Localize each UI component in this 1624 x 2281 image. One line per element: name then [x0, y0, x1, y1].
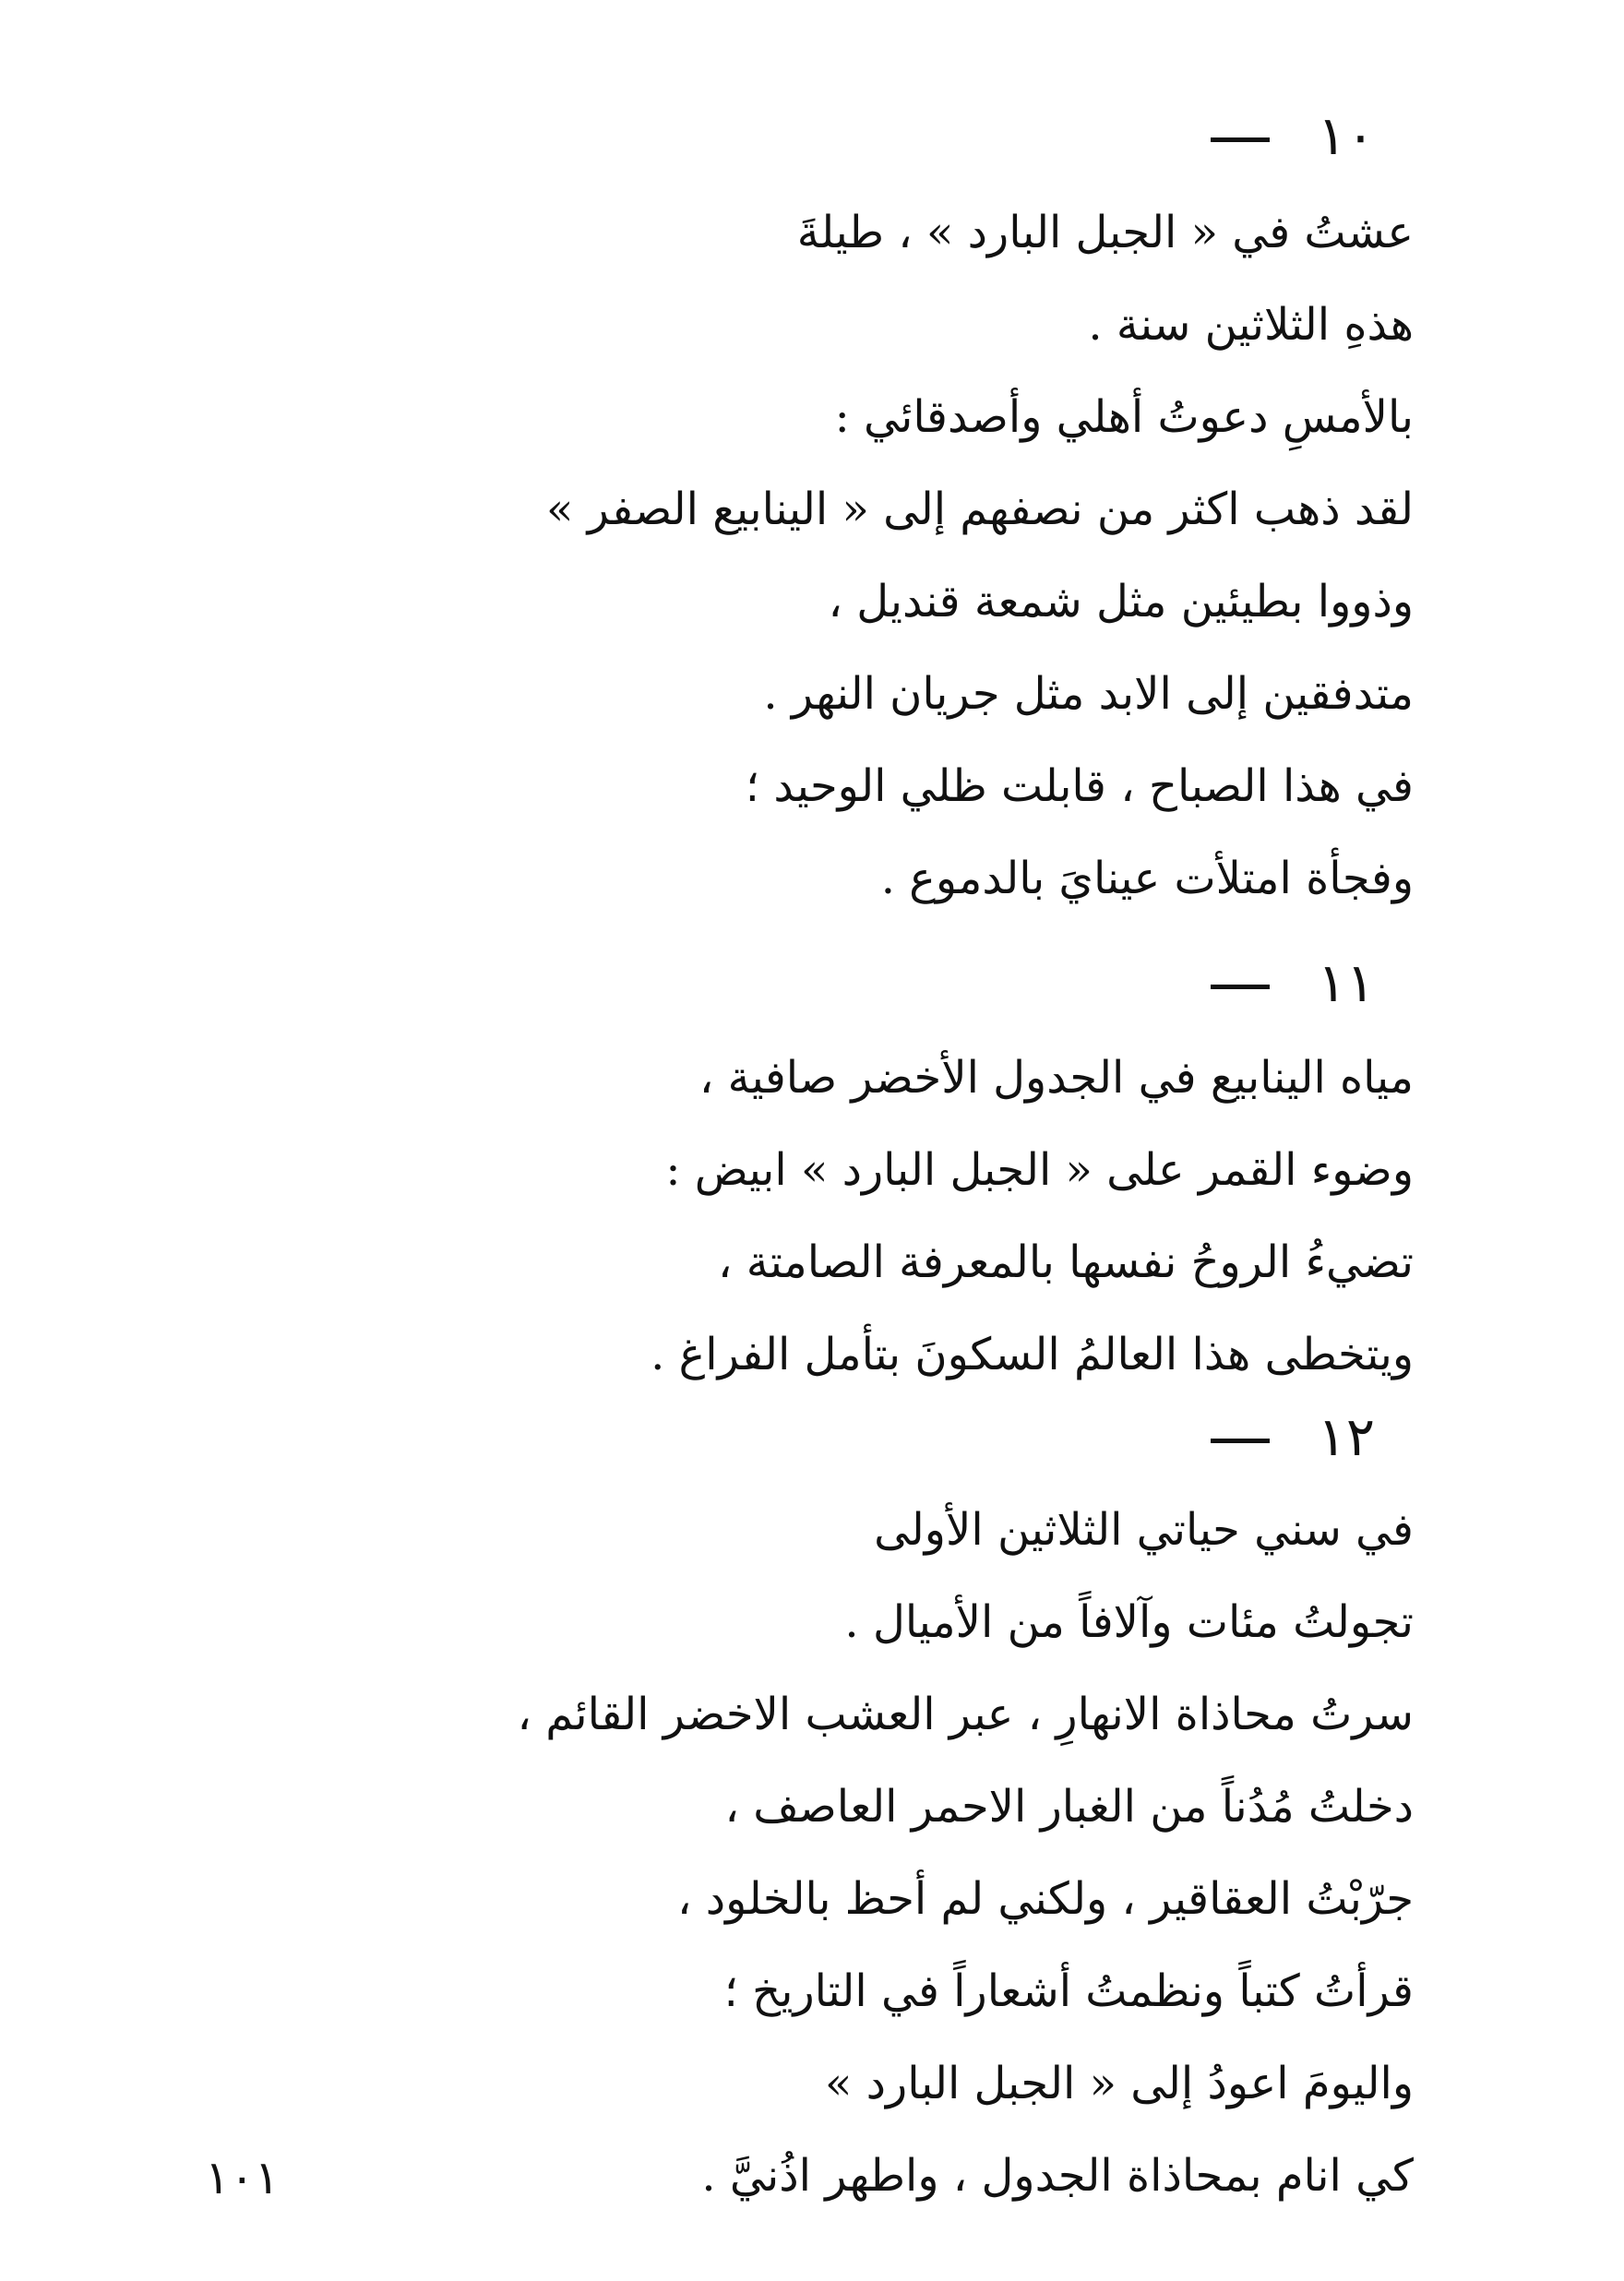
dash	[1211, 1439, 1270, 1443]
poem-line: في سني حياتي الثلاثين الأولى	[874, 1504, 1414, 1556]
poem-line: بالأمسِ دعوتُ أهلي وأصدقائي :	[834, 391, 1414, 443]
poem-line: تجولتُ مئات وآلافاً من الأميال .	[844, 1596, 1414, 1648]
section-number: ١١	[1317, 951, 1375, 1014]
poem-line: وذووا بطيئين مثل شمعة قنديل ،	[828, 576, 1414, 627]
poem-line: واليومَ اعودُ إلى « الجبل البارد »	[825, 2058, 1414, 2109]
section-heading-12	[1006, 1404, 1375, 1469]
poem-line: وفجأة امتلأت عينايَ بالدموع .	[880, 853, 1414, 904]
section-number: ١٢	[1317, 1405, 1375, 1468]
page-number: ١٠١	[205, 2151, 280, 2204]
poem-line: تضيءُ الروحُ نفسها بالمعرفة الصامتة ،	[718, 1236, 1414, 1288]
poem-line: جرّبْتُ العقاقير ، ولكني لم أحظ بالخلود ،	[677, 1873, 1414, 1925]
section-heading-10	[1006, 103, 1375, 168]
poem-line: عشتُ في « الجبل البارد » ، طيلةَ	[796, 207, 1414, 258]
poem-line: ويتخطى هذا العالمُ السكونَ بتأمل الفراغ .	[651, 1329, 1414, 1380]
dash	[1211, 137, 1270, 142]
poem-line: مياه الينابيع في الجدول الأخضر صافية ،	[699, 1052, 1414, 1104]
section-number: ١٠	[1317, 104, 1375, 167]
poem-line: متدفقين إلى الابد مثل جريان النهر .	[763, 668, 1414, 720]
poem-line: وضوء القمر على « الجبل البارد » ابيض :	[665, 1144, 1414, 1196]
dash	[1211, 985, 1270, 989]
poem-line: قرأتُ كتباً ونظمتُ أشعاراً في التاريخ ؛	[723, 1965, 1414, 2017]
section-heading-11	[1006, 950, 1375, 1015]
poem-line: كي انام بمحاذاة الجدول ، واطهر اذُنيَّ .	[701, 2150, 1414, 2202]
poem-line: لقد ذهب اكثر من نصفهم إلى « الينابيع الصفر »	[546, 484, 1414, 535]
poem-line: في هذا الصباح ، قابلت ظلي الوحيد ؛	[745, 760, 1414, 812]
poem-line: سرتُ محاذاة الانهارِ ، عبر العشب الاخضر القائم ،	[517, 1689, 1414, 1740]
poem-line: دخلتُ مُدُناً من الغبار الاحمر العاصف ،	[724, 1781, 1414, 1833]
poem-line: هذهِ الثلاثين سنة .	[1088, 299, 1414, 351]
